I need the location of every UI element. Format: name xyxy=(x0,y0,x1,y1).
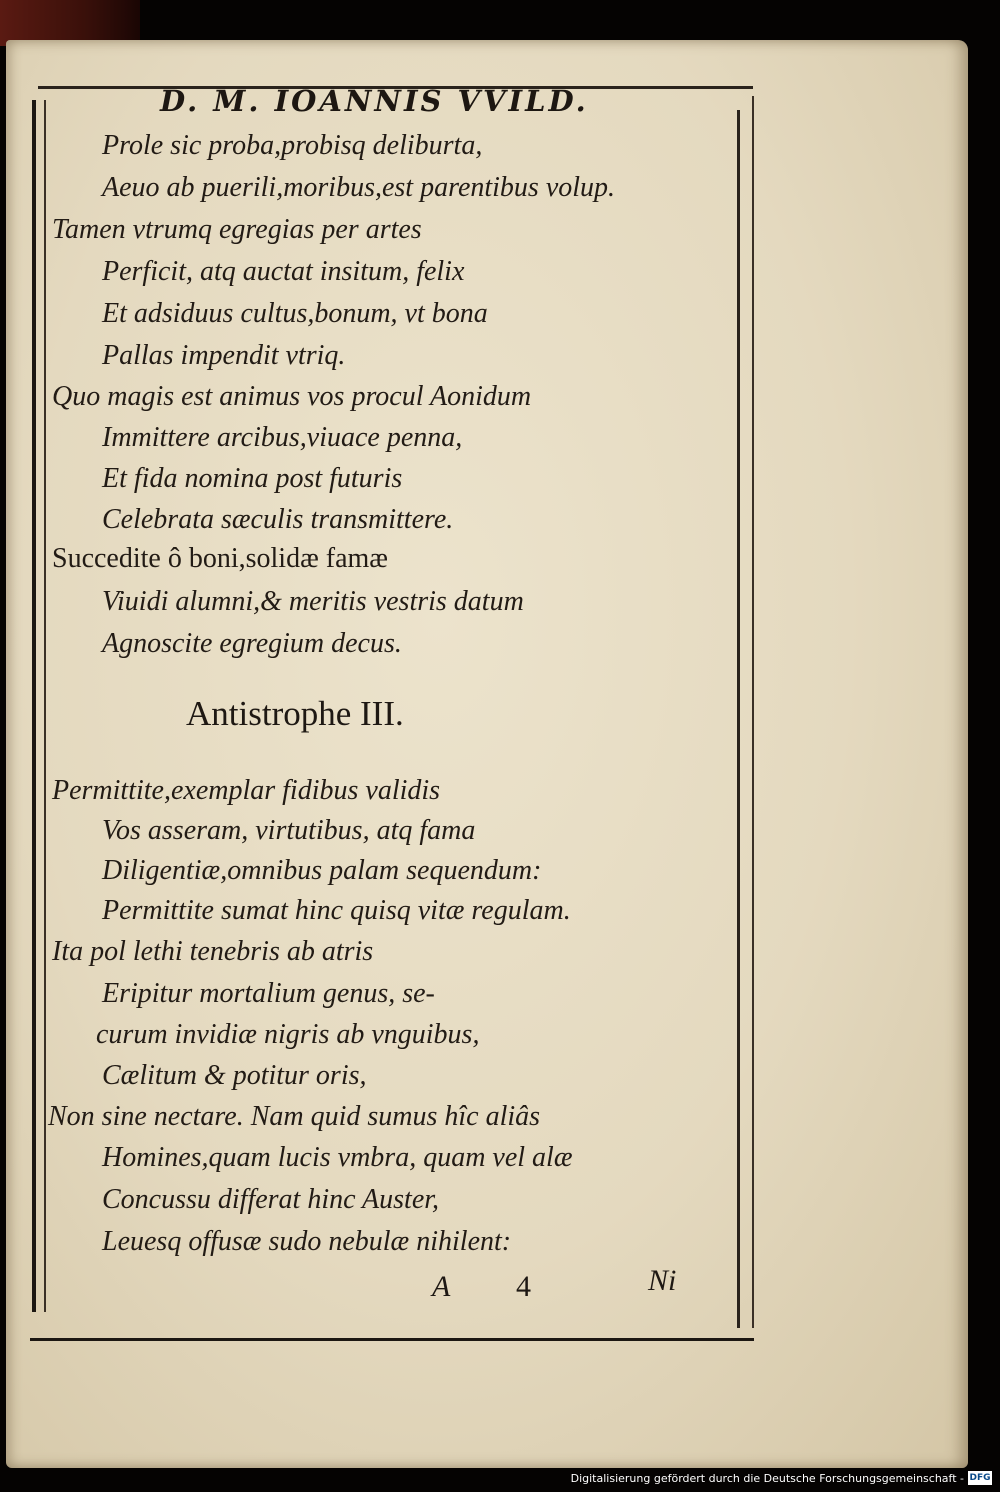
poem-line: Cælitum & potitur oris, xyxy=(102,1060,367,1091)
poem-line: Immittere arcibus,viuace penna, xyxy=(102,422,463,453)
poem-line: Pallas impendit vtriq. xyxy=(102,340,346,371)
poem-line: Aeuo ab puerili,moribus,est parentibus volup. xyxy=(102,172,616,203)
section-heading: Antistrophe III. xyxy=(186,694,404,733)
poem-line: Vos asseram, virtutibus, atq fama xyxy=(102,815,476,846)
poem-line: Viuidi alumni,& meritis vestris datum xyxy=(102,586,524,617)
poem-line: Agnoscite egregium decus. xyxy=(102,628,402,659)
poem-line: Et adsiduus cultus,bonum, vt bona xyxy=(102,298,488,329)
poem-line: Diligentiæ,omnibus palam sequendum: xyxy=(102,855,542,886)
catchword: Ni xyxy=(648,1264,677,1297)
poem-line: Concussu differat hinc Auster, xyxy=(102,1184,440,1215)
frame-rule-inner-left xyxy=(44,100,46,1312)
poem-line: Succedite ô boni,solidæ famæ xyxy=(52,543,388,574)
digitization-credit: Digitalisierung gefördert durch die Deutsche Forschungsgemeinschaft - xyxy=(570,1472,964,1485)
poem-line: curum invidiæ nigris ab vnguibus, xyxy=(96,1019,480,1050)
frame-rule-left xyxy=(32,100,36,1312)
frame-rule-bottom xyxy=(30,1338,754,1341)
frame-rule-right xyxy=(737,110,740,1328)
poem-line: Ita pol lethi tenebris ab atris xyxy=(52,936,374,967)
poem-line: Perficit, atq auctat insitum, felix xyxy=(102,256,465,287)
poem-line: Prole sic proba,probisq deliburta, xyxy=(102,130,483,161)
page-number: 4 xyxy=(516,1270,531,1303)
signature-mark: A xyxy=(432,1270,451,1303)
running-header: D. M. IOANNIS VVILD. xyxy=(160,84,589,118)
poem-line: Quo magis est animus vos procul Aonidum xyxy=(52,381,532,412)
poem-line: Permittite sumat hinc quisq vitæ regulam. xyxy=(102,895,571,926)
poem-line: Homines,quam lucis vmbra, quam vel alæ xyxy=(102,1142,573,1173)
poem-line: Eripitur mortalium genus, se- xyxy=(102,978,435,1009)
frame-rule-outer-right xyxy=(752,96,754,1328)
poem-line: Celebrata sæculis transmittere. xyxy=(102,504,454,535)
poem-line: Tamen vtrumq egregias per artes xyxy=(52,214,422,245)
poem-line: Non sine nectare. Nam quid sumus hîc aliâs xyxy=(48,1101,541,1132)
poem-line: Leuesq offusæ sudo nebulæ nihilent: xyxy=(102,1226,512,1257)
dfg-logo: DFG xyxy=(969,1473,991,1483)
poem-line: Et fida nomina post futuris xyxy=(102,463,403,494)
poem-line: Permittite,exemplar fidibus validis xyxy=(52,775,441,806)
